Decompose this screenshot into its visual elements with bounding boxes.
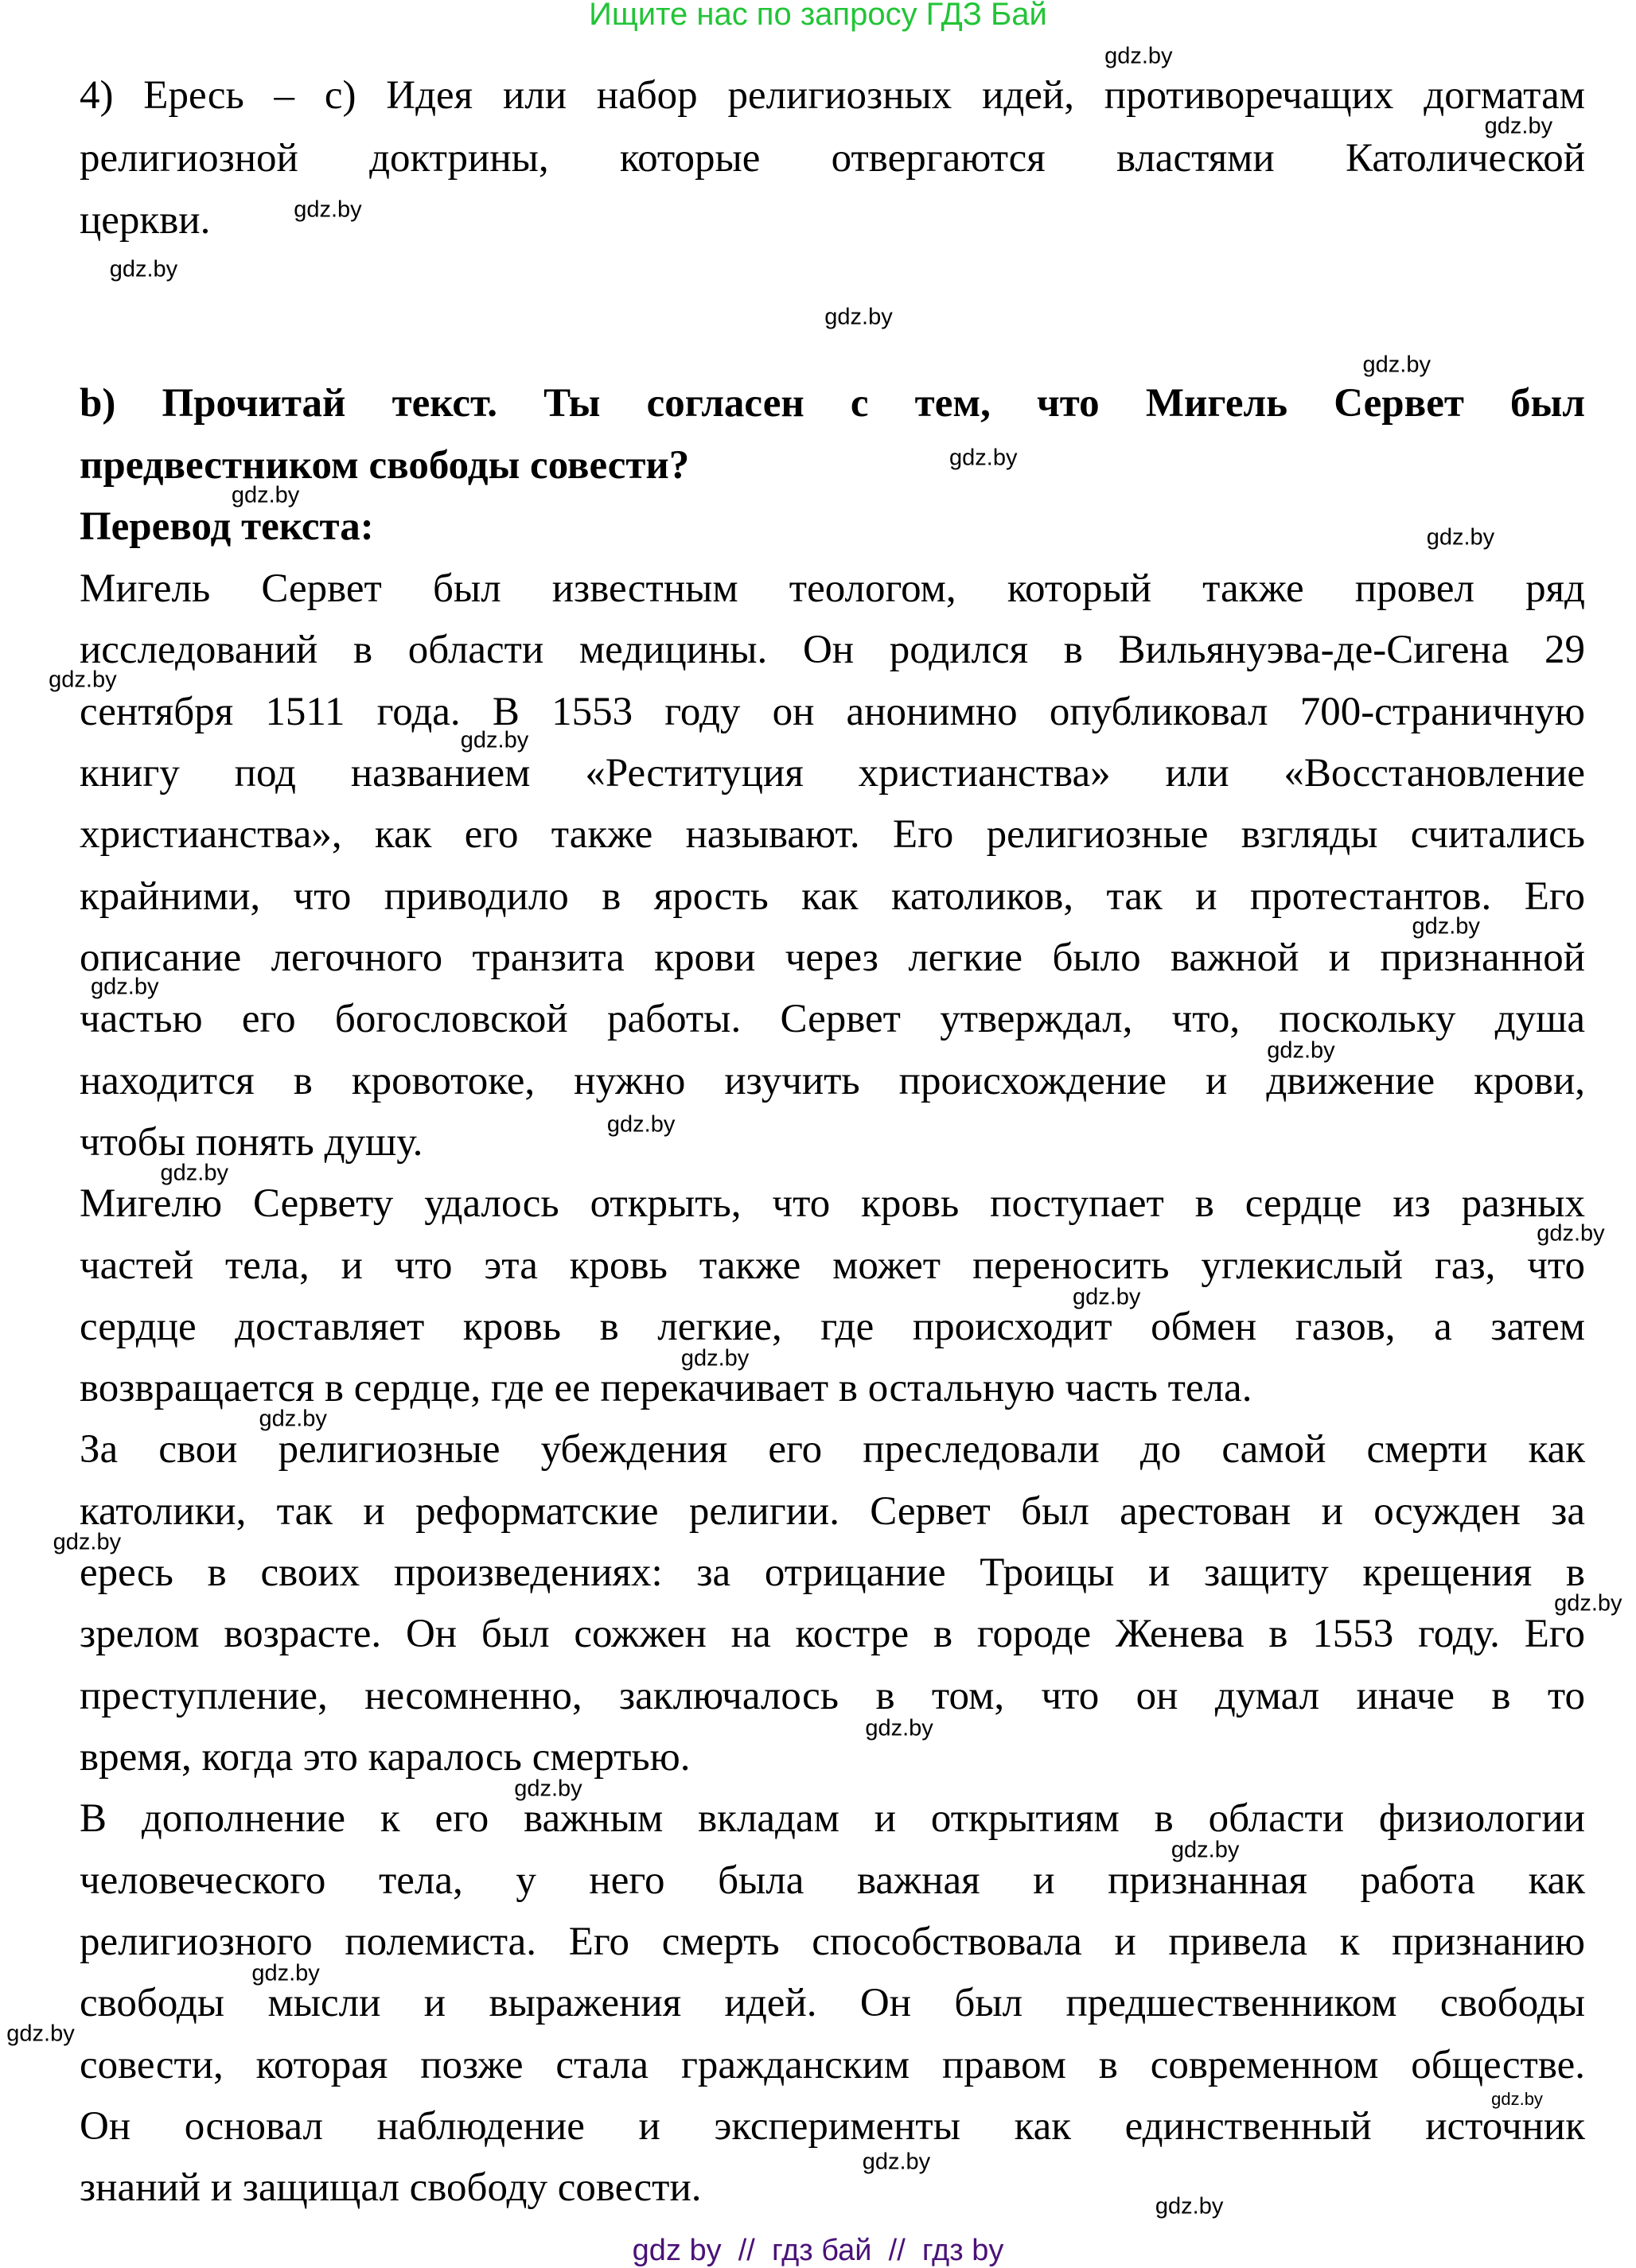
translation-text-line: сердце доставляет кровь в легкие, где происходит обмен газов, а затем [80, 1304, 1585, 1349]
watermark: gdz.by [1484, 113, 1553, 139]
question-text-line: предвестником свободы совести? [80, 443, 690, 488]
translation-text-line: Мигелю Сервету удалось открыть, что кровь поступает в сердце из разных [80, 1181, 1585, 1227]
watermark: gdz.by [514, 1776, 582, 1802]
translation-text-line: ересь в своих произведениях: за отрицание Троицы и защиту крещения в [80, 1550, 1585, 1596]
watermark: gdz.by [865, 1715, 933, 1741]
watermark: gdz.by [949, 445, 1018, 471]
watermark: gdz.by [259, 1406, 327, 1432]
watermark: gdz.by [49, 667, 117, 693]
translation-text-line: Мигель Сервет был известным теологом, который также провел ряд [80, 566, 1585, 611]
watermark: gdz.by [1267, 1037, 1335, 1064]
translation-text-line: зрелом возрасте. Он был сожжен на костре в городе Женева в 1553 году. Его [80, 1612, 1585, 1657]
translation-text-line: Он основал наблюдение и эксперименты как единственный источник [80, 2103, 1585, 2149]
watermark: gdz.by [824, 304, 893, 330]
translation-text-line: совести, которая позже стала гражданским правом в современном обществе. [80, 2042, 1585, 2087]
definition-text-line: религиозной доктрины, которые отвергаются властями Католической [80, 135, 1585, 181]
watermark: gdz.by [109, 256, 178, 282]
watermark: gdz.by [1072, 1284, 1141, 1310]
question-text-line: Перевод текста: [80, 504, 374, 549]
watermark: gdz.by [1426, 524, 1495, 550]
translation-text-line: знаний и защищал свободу совести. [80, 2165, 702, 2211]
translation-text-line: находится в кровотоке, нужно изучить происхождение и движение крови, [80, 1058, 1585, 1103]
translation-text-line: преступление, несомненно, заключалось в том, что он думал иначе в то [80, 1673, 1585, 1718]
translation-text-line: человеческого тела, у него была важная и признанная работа как [80, 1858, 1585, 1903]
watermark: gdz.by [1104, 43, 1173, 69]
watermark: gdz.by [1537, 1220, 1605, 1247]
translation-text-line: время, когда это каралось смертью. [80, 1735, 691, 1780]
watermark: gdz.by [1554, 1590, 1622, 1616]
watermark: gdz.by [231, 482, 300, 508]
watermark: gdz.by [680, 1345, 750, 1371]
translation-text-line: христианства», как его также называют. Его религиозные взгляды считались [80, 812, 1585, 858]
watermark: gdz.by [1491, 2089, 1543, 2110]
question-text-line: b) Прочитай текст. Ты согласен с тем, что Мигель Сервет был [80, 380, 1585, 426]
translation-text-line: описание легочного транзита крови через легкие было важной и признанной [80, 935, 1585, 980]
watermark: gdz.by [53, 1529, 122, 1555]
search-banner: Ищите нас по запросу ГДЗ Бай [589, 0, 1047, 32]
watermark: gdz.by [1171, 1837, 1240, 1863]
watermark: gdz.by [251, 1960, 320, 1986]
translation-text-line: возвращается в сердце, где ее перекачивает в остальную часть тела. [80, 1366, 1252, 1411]
watermark: gdz.by [460, 727, 529, 753]
watermark: gdz.by [1412, 913, 1480, 939]
translation-text-line: сентября 1511 года. В 1553 году он анонимно опубликовал 700-страничную [80, 689, 1585, 734]
translation-text-line: частей тела, и что эта кровь также может переносить углекислый газ, что [80, 1243, 1585, 1288]
translation-text-line: исследований в области медицины. Он родился в Вильянуэва-де-Сигена 29 [80, 628, 1585, 673]
translation-text-line: В дополнение к его важным вкладам и открытиям в области физиологии [80, 1796, 1585, 1842]
watermark: gdz.by [1362, 352, 1431, 378]
translation-text-line: крайними, что приводило в ярость как католиков, так и протестантов. Его [80, 873, 1585, 919]
watermark: gdz.by [294, 196, 362, 223]
translation-text-line: За свои религиозные убеждения его преследовали до самой смерти как [80, 1427, 1585, 1472]
definition-text-line: церкви. [80, 198, 211, 243]
translation-text-line: свободы мысли и выражения идей. Он был предшественником свободы [80, 1981, 1585, 2026]
watermark: gdz.by [862, 2149, 931, 2175]
translation-text-line: частью его богословской работы. Сервет утверждал, что, поскольку душа [80, 997, 1585, 1042]
translation-text-line: религиозного полемиста. Его смерть способствовала и привела к признанию [80, 1920, 1585, 1965]
translation-text-line: чтобы понять душу. [80, 1119, 423, 1165]
watermark: gdz.by [6, 2021, 75, 2047]
watermark: gdz.by [160, 1160, 228, 1186]
watermark: gdz.by [91, 974, 159, 1000]
translation-text-line: книгу под названием «Реституция христианства» или «Восстановление [80, 750, 1585, 796]
watermark: gdz.by [1155, 2193, 1224, 2219]
definition-text-line: 4) Ересь – c) Идея или набор религиозных идей, противоречащих догматам [80, 73, 1585, 119]
watermark: gdz.by [606, 1111, 676, 1138]
footer-links[interactable]: gdz by // гдз бай // гдз by [632, 2234, 1004, 2267]
translation-text-line: католики, так и реформатские религии. Сервет был арестован и осужден за [80, 1488, 1585, 1534]
